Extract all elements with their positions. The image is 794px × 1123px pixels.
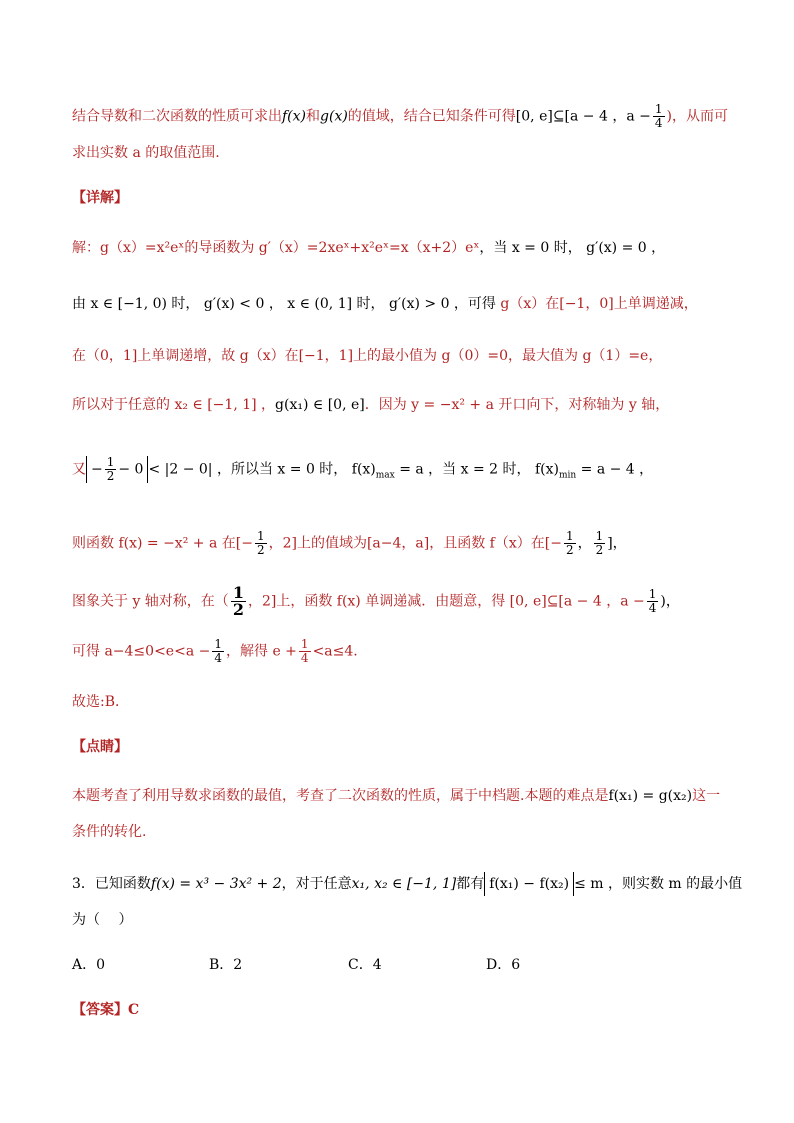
comment-line-1: 本题考查了利用导数求函数的最值，考查了二次函数的性质，属于中档题.本题的难点是f(x₁) = g(x₂)这一 xyxy=(72,788,721,804)
detail-line-1: 解：g（x）=x²eˣ的导函数为 g′（x）=2xeˣ+x²eˣ=x（x+2）eˣ，当 x = 0 时， g′(x) = 0 ， xyxy=(72,240,666,256)
analysis-line-2: 求出实数 a 的取值范围. xyxy=(72,145,220,161)
detail-line-4: 所以对于任意的 x₂ ∈ [−1, 1] ，g(x₁) ∈ [0, e]．因为 y = −x² + a 开口向下，对称轴为 y 轴， xyxy=(72,397,670,413)
question-line-1: 3．已知函数f(x) = x³ − 3x² + 2，对于任意x₁, x₂ ∈ [−1, 1]都有 f(x₁) − f(x₂) ≤ m ，则实数 m 的最小值 xyxy=(72,872,734,896)
detail-line-6: 则函数 f(x) = −x² + a 在[− $\frac{1}{2}$ ，2]上的值域为[a−4，a]，且函数 f（x）在[− $\frac{1}{2}$ ， $\frac{1}{2}$ ]， xyxy=(72,529,627,557)
comment-line-2: 条件的转化. xyxy=(72,824,147,840)
comment-heading: 【点睛】 xyxy=(72,739,128,755)
option-b: B．2 xyxy=(209,957,243,973)
option-a: A．0 xyxy=(72,957,106,973)
detail-line-9: 故选:B． xyxy=(72,694,130,710)
option-c: C．4 xyxy=(348,957,382,973)
question-line-2: 为（ ） xyxy=(72,912,133,928)
math-set: [0, e]⊆[a − 4 ，a − xyxy=(515,108,651,125)
analysis-line-1 xyxy=(72,103,734,130)
math-fx: f(x) xyxy=(282,108,307,125)
detail-line-3: 在（0，1]上单调递增，故 g（x）在[−1，1]上的最小值为 g（0）=0，最大值为 g（1）=e， xyxy=(72,348,663,364)
math-gx: g(x) xyxy=(320,108,348,125)
analysis-text: 结合导数和二次函数的性质可求出 xyxy=(72,108,282,125)
detail-line-7: 图象关于 y 轴对称，在（ $\frac{1}{2}$ ，2]上，函数 f(x) 单调递减．由题意，得 [0, e]⊆[a − 4 ，a − $\frac{1}{4}$ )， xyxy=(72,583,680,619)
analysis-text: 的值域，结合已知条件可得 xyxy=(347,108,516,125)
detail-heading: 【详解】 xyxy=(72,190,128,206)
analysis-text: 和 xyxy=(306,108,321,125)
absolute-value: − $\frac{1}{2}$ − 0 xyxy=(86,456,148,483)
analysis-text: )，从而可 xyxy=(666,108,728,125)
absolute-value: f(x₁) − f(x₂) xyxy=(484,872,574,896)
option-d: D．6 xyxy=(486,957,521,973)
detail-line-5: 又 − $\frac{1}{2}$ − 0 < |2 − 0| ，所以当 x = 0 时， $f(x)_{max} = a$ ，当 x = 2 时， $f(x)_{min} = a - 4$ ， xyxy=(72,455,654,483)
detail-line-8: 可得 a−4≤0<e<a − $\frac{1}{4}$ ，解得 e + $\frac{1}{4}$ <a≤4. xyxy=(72,637,358,665)
fraction: $\frac{1}{4}$ xyxy=(654,102,663,130)
answer-line: 【答案】C xyxy=(72,1002,140,1018)
detail-line-2: 由 x ∈ [−1, 0) 时， g′(x) < 0 ， x ∈ (0, 1] 时， g′(x) > 0 ，可得 g（x）在[−1，0]上单调递减， xyxy=(72,296,698,312)
